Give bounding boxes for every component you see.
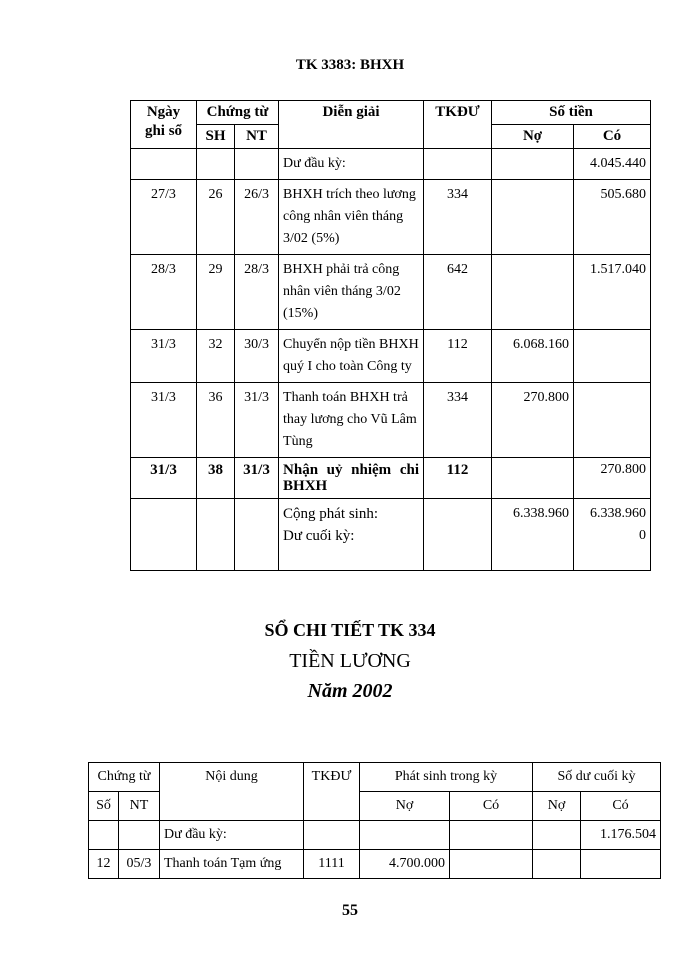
header-nt: NT <box>235 125 279 149</box>
ledger-year: Năm 2002 <box>307 680 393 702</box>
cell-tkdu: 334 <box>424 383 492 458</box>
header-sh: SH <box>197 125 235 149</box>
cell-co <box>574 383 651 458</box>
header-so-tien: Số tiền <box>492 101 651 125</box>
header-du-co: Có <box>581 792 661 821</box>
cell-sh <box>197 149 235 180</box>
cell-so: 12 <box>89 850 119 879</box>
cell-ps-co <box>450 850 533 879</box>
table-row <box>89 850 661 879</box>
cell-ngay: 31/3 <box>131 383 197 458</box>
cell-nt: 30/3 <box>235 330 279 383</box>
cell-tkdu: 112 <box>424 458 492 499</box>
cell-sh: 32 <box>197 330 235 383</box>
header-co: Có <box>574 125 651 149</box>
ledger-title-tk3383: TK 3383: BHXH <box>295 57 405 73</box>
header-tkdu: TKĐƯ <box>424 101 492 149</box>
header-noi-dung: Nội dung <box>160 763 304 821</box>
ledger-table-tk3383 <box>130 100 651 571</box>
table-row <box>131 330 651 383</box>
cell-desc: Dư đầu kỳ: <box>279 149 424 180</box>
cell-nt: 31/3 <box>235 383 279 458</box>
cell-du-co: 1.176.504 <box>581 821 661 850</box>
value-du-cuoi-co: 0 <box>639 528 647 543</box>
cell-tkdu <box>424 499 492 571</box>
cell-no: 6.068.160 <box>492 330 574 383</box>
header-nt: NT <box>119 792 160 821</box>
cell-co: 1.517.040 <box>574 255 651 330</box>
cell-du-no <box>533 850 581 879</box>
cell-co: 270.800 <box>574 458 651 499</box>
cell-tkdu: 642 <box>424 255 492 330</box>
cell-desc: BHXH trích theo lương công nhân viên tháng 3/02 (5%) <box>279 180 424 255</box>
cell-nt: 05/3 <box>119 850 160 879</box>
cell-total-co <box>574 499 651 571</box>
header-chung-tu: Chứng từ <box>89 763 160 792</box>
header-no: Nợ <box>492 125 574 149</box>
cell-tkdu <box>304 821 360 850</box>
header-ngay-ghi-so: Ngày ghi sổ <box>131 101 197 149</box>
table-row-opening <box>131 149 651 180</box>
cell-ngay <box>131 149 197 180</box>
cell-co <box>574 330 651 383</box>
value-total-co: 6.338.960 <box>590 506 647 521</box>
cell-no <box>492 180 574 255</box>
header-dien-giai: Diễn giải <box>279 101 424 149</box>
table-row <box>131 458 651 499</box>
header-tkdu: TKĐƯ <box>304 763 360 821</box>
cell-sh <box>197 499 235 571</box>
header-ps-co: Có <box>450 792 533 821</box>
cell-nt: 26/3 <box>235 180 279 255</box>
cell-co: 4.045.440 <box>574 149 651 180</box>
table-row-opening <box>89 821 661 850</box>
cell-du-co <box>581 850 661 879</box>
cell-no <box>492 458 574 499</box>
cell-sh: 38 <box>197 458 235 499</box>
cell-no: 270.800 <box>492 383 574 458</box>
header-du-no: Nợ <box>533 792 581 821</box>
cell-desc: Dư đầu kỳ: <box>160 821 304 850</box>
cell-sh: 36 <box>197 383 235 458</box>
cell-ngay <box>131 499 197 571</box>
header-chung-tu: Chứng từ <box>197 101 279 125</box>
cell-totals-labels <box>279 499 424 571</box>
cell-nt <box>235 149 279 180</box>
cell-tkdu: 112 <box>424 330 492 383</box>
cell-so <box>89 821 119 850</box>
cell-ngay: 27/3 <box>131 180 197 255</box>
cell-no <box>492 255 574 330</box>
cell-tkdu: 334 <box>424 180 492 255</box>
cell-du-no <box>533 821 581 850</box>
label-cong-phat-sinh: Cộng phát sinh: <box>283 506 379 522</box>
cell-sh: 29 <box>197 255 235 330</box>
header-so: Số <box>89 792 119 821</box>
cell-nt: 28/3 <box>235 255 279 330</box>
header-row <box>89 763 661 792</box>
cell-total-no: 6.338.960 <box>492 499 574 571</box>
cell-ngay: 31/3 <box>131 330 197 383</box>
header-ps-no: Nợ <box>360 792 450 821</box>
table-row <box>131 180 651 255</box>
cell-ps-no <box>360 821 450 850</box>
table-row <box>131 383 651 458</box>
header-so-du: Số dư cuối kỳ <box>533 763 661 792</box>
cell-nt <box>119 821 160 850</box>
page-number: 55 <box>342 902 358 919</box>
cell-ps-co <box>450 821 533 850</box>
cell-tkdu: 1111 <box>304 850 360 879</box>
table-row-totals <box>131 499 651 571</box>
ledger-table-tk334 <box>88 762 661 879</box>
cell-no <box>492 149 574 180</box>
cell-desc: Nhận uỷ nhiệm chi BHXH <box>279 458 424 499</box>
table-row <box>131 255 651 330</box>
label-du-cuoi-ky: Dư cuối kỳ: <box>283 528 355 544</box>
ledger-title-tk334: SỔ CHI TIẾT TK 334 <box>264 620 436 640</box>
cell-ps-no: 4.700.000 <box>360 850 450 879</box>
ledger-subtitle: TIỀN LƯƠNG <box>289 650 411 672</box>
cell-co: 505.680 <box>574 180 651 255</box>
cell-desc: Thanh toán Tạm ứng <box>160 850 304 879</box>
cell-nt: 31/3 <box>235 458 279 499</box>
cell-tkdu <box>424 149 492 180</box>
cell-sh: 26 <box>197 180 235 255</box>
cell-desc: Thanh toán BHXH trả thay lương cho Vũ Lâm Tùng <box>279 383 424 458</box>
cell-ngay: 31/3 <box>131 458 197 499</box>
cell-desc: BHXH phải trả công nhân viên tháng 3/02 (15%) <box>279 255 424 330</box>
cell-desc: Chuyển nộp tiền BHXH quý I cho toàn Công ty <box>279 330 424 383</box>
cell-ngay: 28/3 <box>131 255 197 330</box>
cell-nt <box>235 499 279 571</box>
header-row <box>131 101 651 125</box>
header-phat-sinh: Phát sinh trong kỳ <box>360 763 533 792</box>
